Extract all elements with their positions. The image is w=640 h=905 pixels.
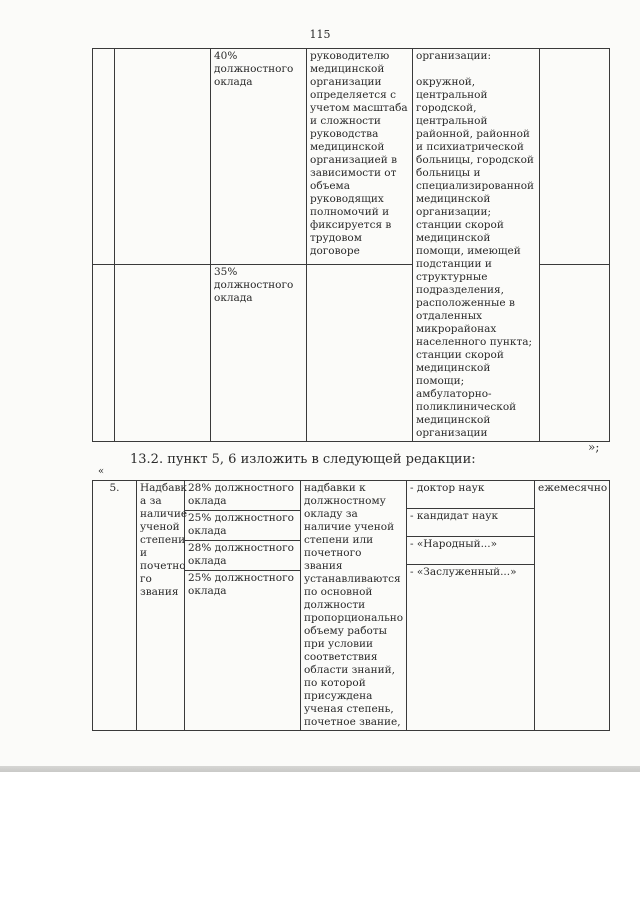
table-cell (115, 264, 211, 441)
amount-cell: 40% должностного оклада (211, 49, 307, 265)
amount-row: 28% должностного оклада (185, 481, 300, 511)
frequency-cell: ежемесячно (535, 481, 610, 731)
allowance-name-cell: Надбавк а за наличие ученой степени и почетно го звания (137, 481, 185, 731)
degree-row: - доктор наук (407, 481, 534, 509)
closing-quote: »; (588, 440, 600, 454)
degrees-cell (407, 481, 535, 731)
amount-cell: 35% должностного оклада (211, 264, 307, 441)
scan-background (0, 772, 640, 905)
table-cell (540, 264, 610, 441)
table-cell (307, 264, 413, 441)
table-cell (93, 49, 115, 265)
allowance-table-continued (92, 48, 610, 442)
amount-row: 25% должностного оклада (188, 572, 294, 597)
table-cell (540, 49, 610, 265)
degree-row: - «Заслуженный...» (410, 566, 517, 578)
table-row (93, 49, 610, 265)
condition-cell: надбавки к должностному окладу за наличие ученой степени или почетного звания устанавливаются по основной должности пропорционально объему работы при условии соответствия области знаний, по которой присуждена ученая степень, почетное звание, (301, 481, 407, 731)
page-number: 115 (309, 28, 331, 41)
amount-row: 28% должностного оклада (185, 541, 300, 571)
table-cell (93, 264, 115, 441)
organizations-cell: организации: окружной, центральной городской, центральной районной, районной и психиатрической больницы, городской больницы и специализированной медицинской организации; станции скорой медицинской помощи, имеющей подстанции и структурные подразделения, расположенные в отдаленных микрорайонах населенного пункта; станции скорой медицинской помощи; амбулаторно-поликлинической медицинской организации (413, 49, 540, 442)
amounts-cell (185, 481, 301, 731)
item-number-cell: 5. (93, 481, 137, 731)
table-row (93, 481, 610, 731)
degree-row: - «Народный...» (407, 537, 534, 565)
allowance-table-new (92, 480, 610, 731)
condition-cell: руководителю медицинской организации определяется с учетом масштаба и сложности руководства медицинской организацией в зависимости от объема руководящих полномочий и фиксируется в трудовом договоре (307, 49, 413, 265)
section-heading: 13.2. пункт 5, 6 изложить в следующей редакции: (130, 452, 476, 467)
table-cell (115, 49, 211, 265)
amount-row: 25% должностного оклада (185, 511, 300, 541)
opening-quote: « (98, 466, 105, 477)
degree-row: - кандидат наук (407, 509, 534, 537)
